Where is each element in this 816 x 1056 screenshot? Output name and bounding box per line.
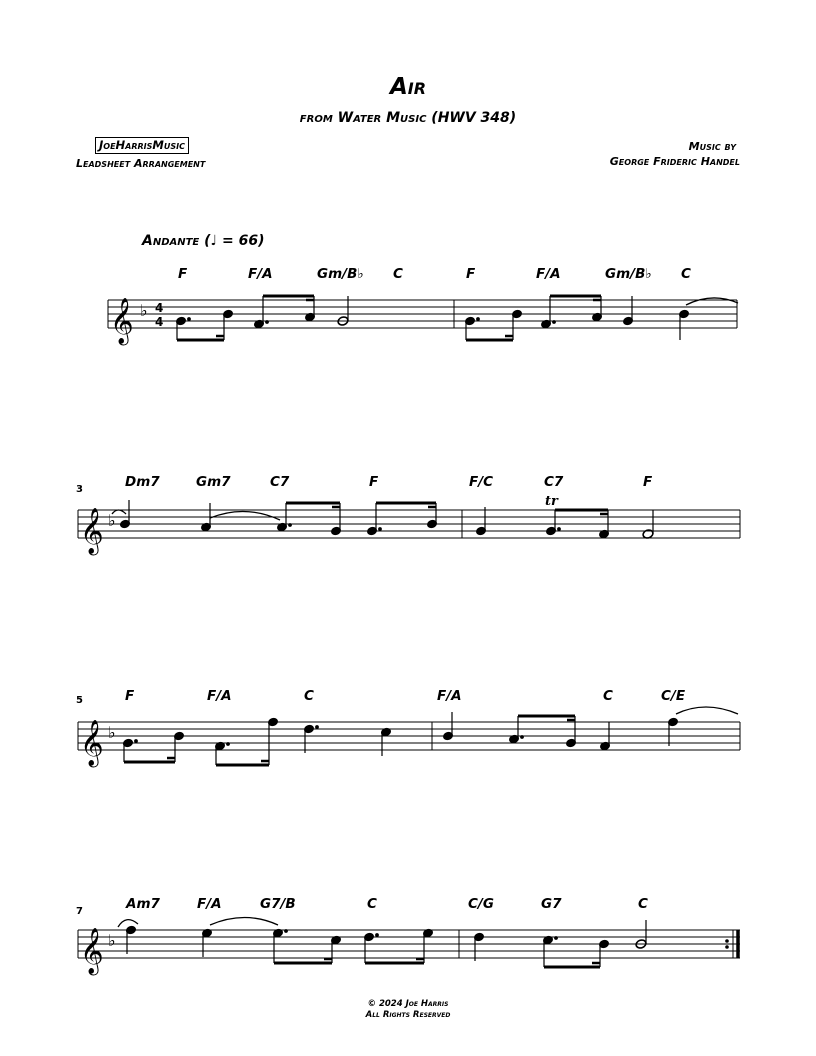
chord-symbol: Gm/B♭ — [317, 266, 364, 282]
arrangement-label: Leadsheet Arrangement — [76, 157, 206, 170]
trill-ornament: tr — [545, 494, 558, 509]
chord-symbol: G7 — [541, 896, 562, 912]
chord-symbol: C — [681, 266, 691, 282]
chord-symbol: C — [367, 896, 377, 912]
treble-clef-icon: 𝄞 — [80, 928, 104, 974]
treble-clef-icon: 𝄞 — [80, 720, 104, 766]
chord-symbol: F — [466, 266, 476, 282]
chord-symbol: C — [603, 688, 613, 704]
measure-number: 5 — [76, 695, 83, 706]
chord-symbol: F/A — [207, 688, 232, 704]
measure-number: 3 — [76, 484, 83, 495]
chord-symbol: F — [369, 474, 379, 490]
footer — [0, 999, 816, 1021]
notes — [176, 296, 690, 340]
chord-symbol: C/E — [661, 688, 686, 704]
chord-symbol: F/A — [248, 266, 273, 282]
song-title: Air — [389, 74, 427, 100]
chord-symbol: F — [643, 474, 653, 490]
rights-text: All Rights Reserved — [365, 1010, 451, 1020]
chord-symbol: Gm/B♭ — [605, 266, 652, 282]
staff-system-3 — [0, 680, 816, 810]
repeat-dot — [725, 939, 729, 943]
flat-key-signature: ♭ — [108, 723, 116, 742]
notes — [123, 712, 679, 765]
song-subtitle: from Water Music (HWV 348) — [299, 110, 517, 126]
tie — [210, 918, 278, 926]
time-signature-top: 4 — [155, 301, 164, 315]
chord-symbol: F/A — [437, 688, 462, 704]
tempo-marking: Andante (♩ = 66) — [142, 233, 265, 249]
chord-symbol: C — [393, 266, 403, 282]
chord-symbol: Dm7 — [125, 474, 160, 490]
staff-lines — [108, 300, 737, 328]
staff-system-2 — [0, 470, 816, 600]
measure-number: 7 — [76, 906, 83, 917]
chord-symbol: C — [638, 896, 648, 912]
treble-clef-icon: 𝄞 — [110, 298, 134, 344]
tie — [676, 707, 738, 714]
tie — [686, 298, 738, 305]
flat-key-signature: ♭ — [108, 931, 116, 950]
chord-symbol: G7/B — [260, 896, 296, 912]
tie — [118, 920, 138, 927]
chord-symbol: C — [304, 688, 314, 704]
time-signature-bottom: 4 — [155, 315, 164, 329]
chord-symbol: C/G — [468, 896, 494, 912]
copyright-text: © 2024 Joe Harris — [367, 999, 449, 1009]
composer-caption: Music by — [688, 140, 736, 153]
chord-symbol: Am7 — [126, 896, 160, 912]
staff-lines — [78, 510, 740, 538]
flat-key-signature: ♭ — [108, 511, 116, 530]
flat-key-signature: ♭ — [140, 301, 148, 320]
notes — [120, 500, 654, 539]
staff-system-1 — [0, 260, 816, 390]
chord-symbol: F/C — [469, 474, 494, 490]
staff-lines — [78, 930, 740, 958]
chord-symbol: C7 — [270, 474, 290, 490]
repeat-dot — [725, 945, 729, 949]
chord-symbol: F/A — [536, 266, 561, 282]
brand-label: JoeHarrisMusic — [95, 137, 189, 154]
chord-symbol: F — [125, 688, 135, 704]
treble-clef-icon: 𝄞 — [80, 508, 104, 554]
tie — [210, 511, 280, 520]
chord-symbol: Gm7 — [196, 474, 231, 490]
chord-symbol: F/A — [197, 896, 222, 912]
composer-name: George Frideric Handel — [609, 155, 740, 168]
chord-symbol: C7 — [544, 474, 564, 490]
chord-symbol: F — [178, 266, 188, 282]
